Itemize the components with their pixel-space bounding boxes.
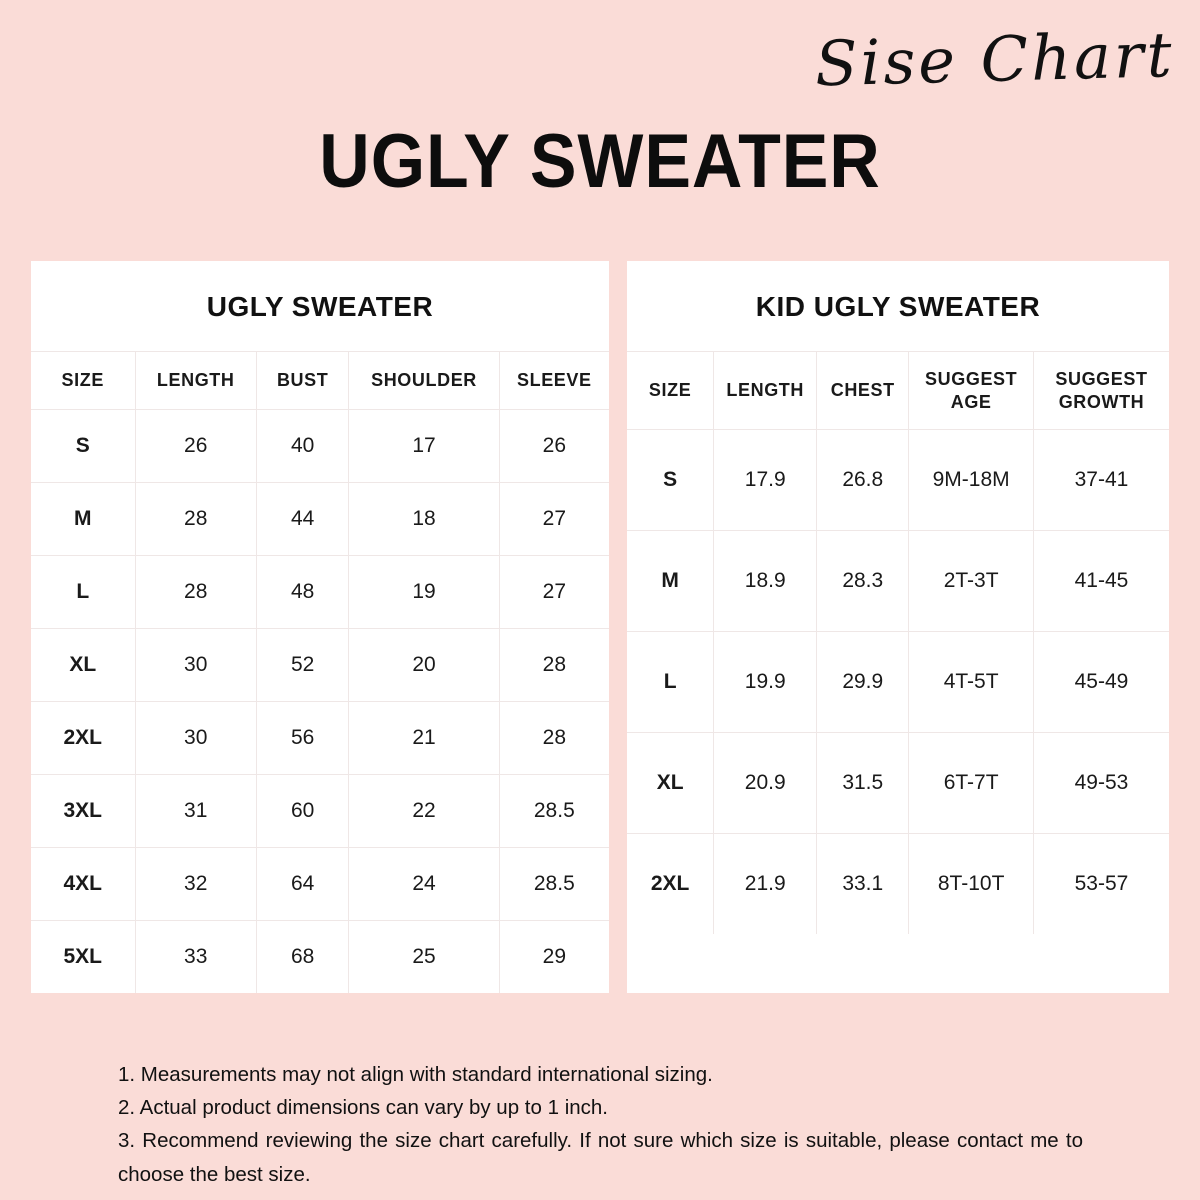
column-header: SIZE [31,352,135,410]
cell-sleeve: 28.5 [499,848,609,921]
cell-bust: 40 [256,410,348,483]
cell-length: 31 [135,775,256,848]
cell-shoulder: 22 [349,775,499,848]
column-header: SLEEVE [499,352,609,410]
cell-length: 30 [135,629,256,702]
cell-suggest-growth: 41-45 [1033,531,1169,632]
cell-suggest-age: 6T-7T [909,733,1034,834]
table-row [31,702,609,775]
column-header: SIZE [627,352,714,430]
cell-suggest-age: 9M-18M [909,430,1034,531]
table-header-row [31,352,609,410]
cell-size: 5XL [31,921,135,994]
cell-sleeve: 29 [542,945,566,968]
column-header: LENGTH [714,352,817,430]
adult-table-title: UGLY SWEATER [206,291,434,322]
cell-shoulder: 19 [349,556,499,629]
table-row [627,531,1169,632]
cell-length: 28 [135,556,256,629]
cell-length: 32 [135,848,256,921]
cell-suggest-growth: 45-49 [1033,632,1169,733]
kid-table-title: KID UGLY SWEATER [755,291,1041,322]
cell-bust: 44 [256,483,348,556]
cell-shoulder: 18 [349,483,499,556]
cell-length: 33 [135,921,256,994]
cell-shoulder: 24 [349,848,499,921]
table-row [31,410,609,483]
cell-size: M [627,531,714,632]
adult-size-table [31,351,609,993]
cell-size: XL [31,629,135,702]
column-header: LENGTH [135,352,256,410]
cell-size: M [31,483,135,556]
table-row [627,834,1169,935]
cell-size: 4XL [31,848,135,921]
column-header: SUGGEST AGE [909,352,1034,430]
cell-sleeve: 28.5 [499,775,609,848]
cell-size: 2XL [627,834,714,935]
kid-size-card [627,261,1169,993]
table-row [31,775,609,848]
note-item: 1. Measurements may not align with standard international sizing. [118,1063,713,1086]
script-heading: Sise Chart [813,18,1175,101]
cell-shoulder: 25 [349,921,499,994]
cell-size: S [31,410,135,483]
cell-sleeve: 26 [499,410,609,483]
table-row [31,556,609,629]
column-header: SUGGEST GROWTH [1033,352,1169,430]
column-header: SHOULDER [349,352,499,410]
cell-suggest-age: 4T-5T [909,632,1034,733]
table-row [627,430,1169,531]
column-header: CHEST [817,352,909,430]
cell-sleeve: 27 [499,483,609,556]
cell-suggest-growth: 37-41 [1033,430,1169,531]
cell-length: 26 [135,410,256,483]
column-header: BUST [256,352,348,410]
cell-length: 17.9 [714,430,817,531]
table-row [627,632,1169,733]
cell-chest: 29.9 [817,632,909,733]
table-row [31,848,609,921]
table-row [31,629,609,702]
note-item: 2. Actual product dimensions can vary by up to 1 inch. [118,1096,608,1120]
adult-size-card [31,261,609,993]
cell-suggest-age: 8T-10T [909,834,1034,935]
cell-bust: 64 [256,848,348,921]
cell-sleeve: 28 [499,702,609,775]
table-row [31,921,609,994]
table-row [31,483,609,556]
cell-bust: 52 [256,629,348,702]
cell-bust: 48 [256,556,348,629]
cell-size: 3XL [31,775,135,848]
note-item: 3. Recommend reviewing the size chart carefully. If not sure which size is suitable, please contact me to choose the best size. [118,1129,1083,1186]
cell-size: S [627,430,714,531]
cell-length: 20.9 [714,733,817,834]
cell-bust: 56 [256,702,348,775]
cell-suggest-growth: 49-53 [1033,733,1169,834]
cell-length: 30 [135,702,256,775]
cell-length: 28 [135,483,256,556]
tables-container [31,261,1169,993]
cell-bust: 60 [256,775,348,848]
cell-sleeve: 27 [499,556,609,629]
notes-section [118,1058,1083,1191]
cell-chest: 26.8 [817,430,909,531]
cell-bust: 68 [256,921,348,994]
cell-suggest-age: 2T-3T [909,531,1034,632]
table-row [627,733,1169,834]
cell-sleeve: 28 [499,629,609,702]
cell-size: L [627,632,714,733]
cell-chest: 31.5 [817,733,909,834]
cell-shoulder: 17 [349,410,499,483]
cell-shoulder: 21 [349,702,499,775]
cell-size: L [31,556,135,629]
cell-size: 2XL [31,702,135,775]
cell-length: 18.9 [714,531,817,632]
kid-size-table [627,351,1169,934]
cell-shoulder: 20 [349,629,499,702]
cell-length: 21.9 [714,834,817,935]
cell-size: XL [627,733,714,834]
table-header-row [627,352,1169,430]
cell-chest: 28.3 [817,531,909,632]
cell-length: 19.9 [714,632,817,733]
cell-suggest-growth: 53-57 [1074,872,1129,895]
cell-chest: 33.1 [817,834,909,935]
page-title: UGLY SWEATER [319,119,881,204]
